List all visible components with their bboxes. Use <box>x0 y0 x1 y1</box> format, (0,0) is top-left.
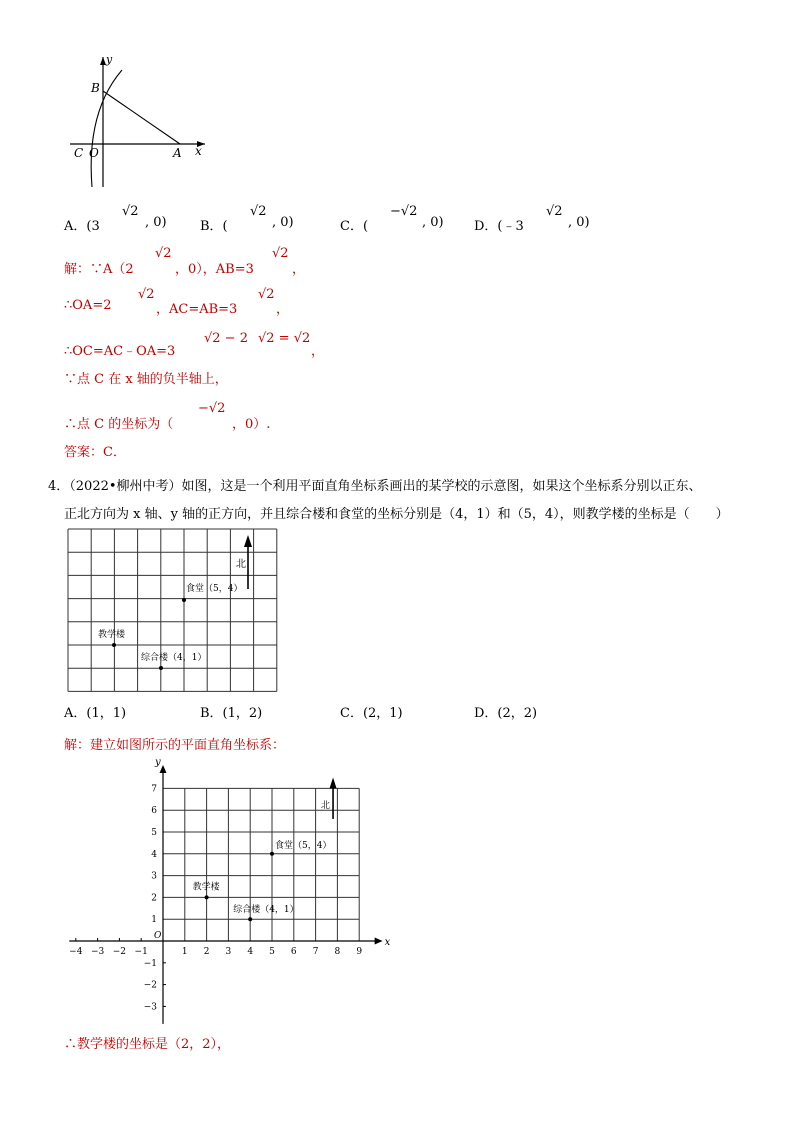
sol-line1-a: 解：∵A（2 <box>64 262 134 277</box>
y-tick-label: 1 <box>151 915 157 926</box>
x-axis-label: x <box>195 144 202 158</box>
y-tick-label: 3 <box>151 871 157 882</box>
map-canteen-point <box>182 598 186 602</box>
y-tick-label: −2 <box>143 980 157 991</box>
y-tick-label: −1 <box>143 958 157 969</box>
coordinate-plane-chart <box>60 755 390 1025</box>
option-c-sqrt: −√2 <box>390 204 418 219</box>
point-O-label: O <box>89 146 99 160</box>
school-map <box>66 527 280 693</box>
sol-line2-b: ，AC=AB=3 <box>156 302 238 317</box>
north-label: 北 <box>321 801 331 812</box>
option-b-sqrt: √2 <box>250 204 267 219</box>
sol-line2-sqrt: √2 <box>138 287 155 302</box>
data-point <box>248 917 252 921</box>
x-tick-label: −1 <box>134 947 148 957</box>
option-b: B．( <box>200 219 228 234</box>
x-axis-arrow <box>375 938 383 945</box>
sol-line3-d: ， <box>311 344 325 359</box>
map-north-label: 北 <box>236 559 246 570</box>
option-d-sqrt: √2 <box>546 204 563 219</box>
q4-stem-line1: 4．（2022•柳州中考）如图，这是一个利用平面直角坐标系画出的某学校的示意图，如果这个坐标系分别以正东、 <box>48 479 702 494</box>
data-point <box>205 895 209 899</box>
origin-label: O <box>154 931 162 941</box>
option-a-tail: , 0) <box>145 215 167 230</box>
sol-line2-a: ∴OA=2 <box>64 298 112 313</box>
option-b-tail: , 0) <box>272 215 294 230</box>
y-tick-label: 2 <box>151 893 157 904</box>
y-tick-label: 4 <box>151 849 157 860</box>
sol-line1-sqrt2: √2 <box>272 246 289 261</box>
sol-line5-a: ∴点 C 的坐标为（ <box>64 417 174 432</box>
option-d: D．(﹣3 <box>474 219 524 234</box>
sol-line1-c: ， <box>292 262 306 277</box>
map-complex-label: 综合楼（4，1） <box>141 653 207 663</box>
y-tick-label: 6 <box>151 806 157 817</box>
data-point-label: 综合楼（4，1） <box>233 905 299 916</box>
option-c: C．( <box>340 219 369 234</box>
sol-line5-sqrt: −√2 <box>198 401 226 416</box>
q4-solution-intro: 解：建立如图所示的平面直角坐标系： <box>64 738 286 753</box>
data-point-label: 教学楼 <box>192 882 220 893</box>
x-tick-label: −4 <box>69 947 83 957</box>
sol-line3-b: √2 − 2 <box>204 331 248 346</box>
option-a-sqrt: √2 <box>122 204 139 219</box>
x-tick-label: 4 <box>247 947 254 957</box>
y-tick-label: 7 <box>151 784 157 795</box>
x-tick-label: 3 <box>225 947 232 957</box>
north-arrow-head <box>330 778 337 789</box>
figure-arc-triangle <box>60 52 220 192</box>
sol-line4: ∵点 C 在 x 轴的负半轴上， <box>64 372 228 387</box>
q4-conclusion: ∴教学楼的坐标是（2，2）， <box>64 1037 231 1052</box>
point-C-label: C <box>74 146 84 160</box>
x-tick-label: 5 <box>269 947 275 957</box>
answer-line: 答案：C． <box>64 445 126 460</box>
y-axis-label: y <box>106 53 113 66</box>
q4-option-c: C．(2，1) <box>340 706 403 721</box>
map-canteen-label: 食堂（5，4） <box>186 584 243 594</box>
option-a: A．(3 <box>64 219 100 234</box>
x-tick-label: 1 <box>181 947 188 957</box>
point-B-label: B <box>91 81 100 95</box>
map-teaching-label: 教学楼 <box>98 630 126 640</box>
sol-line3-c: √2 = √2 <box>258 331 311 346</box>
sol-line5-b: ，0）. <box>232 417 271 432</box>
q4-option-b: B．(1，2) <box>200 706 263 721</box>
sol-line2-sqrt2: √2 <box>258 287 275 302</box>
x-tick-label: −3 <box>90 947 105 957</box>
x-tick-label: 6 <box>290 947 297 957</box>
x-tick-label: −2 <box>112 947 127 957</box>
point-A-label: A <box>173 146 182 160</box>
q4-stem-line2: 正北方向为 x 轴、y 轴的正方向，并且综合楼和食堂的坐标分别是（4，1）和（5，4），则教学楼的坐标是（ ） <box>64 507 729 522</box>
q4-option-a: A．(1，1) <box>64 706 127 721</box>
map-teaching-point <box>112 643 116 647</box>
y-tick-label: 5 <box>151 828 157 838</box>
map-complex-point <box>159 666 163 670</box>
sol-line1-sqrt: √2 <box>155 246 172 261</box>
option-c-tail: , 0) <box>422 215 444 230</box>
sol-line2-c: ， <box>276 302 290 317</box>
y-axis-label: y <box>155 756 161 768</box>
sol-line3-a: ∴OC=AC﹣OA=3 <box>64 344 176 359</box>
data-point <box>270 852 274 856</box>
option-d-tail: , 0) <box>568 215 590 230</box>
x-tick-label: 2 <box>203 947 210 957</box>
x-tick-label: 7 <box>312 947 319 957</box>
q4-option-d: D．(2，2) <box>474 706 538 721</box>
data-point-label: 食堂（5，4） <box>275 840 332 851</box>
x-axis-label: x <box>384 937 390 948</box>
x-tick-label: 8 <box>334 947 341 957</box>
y-tick-label: −3 <box>143 1002 157 1013</box>
sol-line1-b: ，0），AB=3 <box>175 262 254 277</box>
x-tick-label: 9 <box>356 947 363 957</box>
